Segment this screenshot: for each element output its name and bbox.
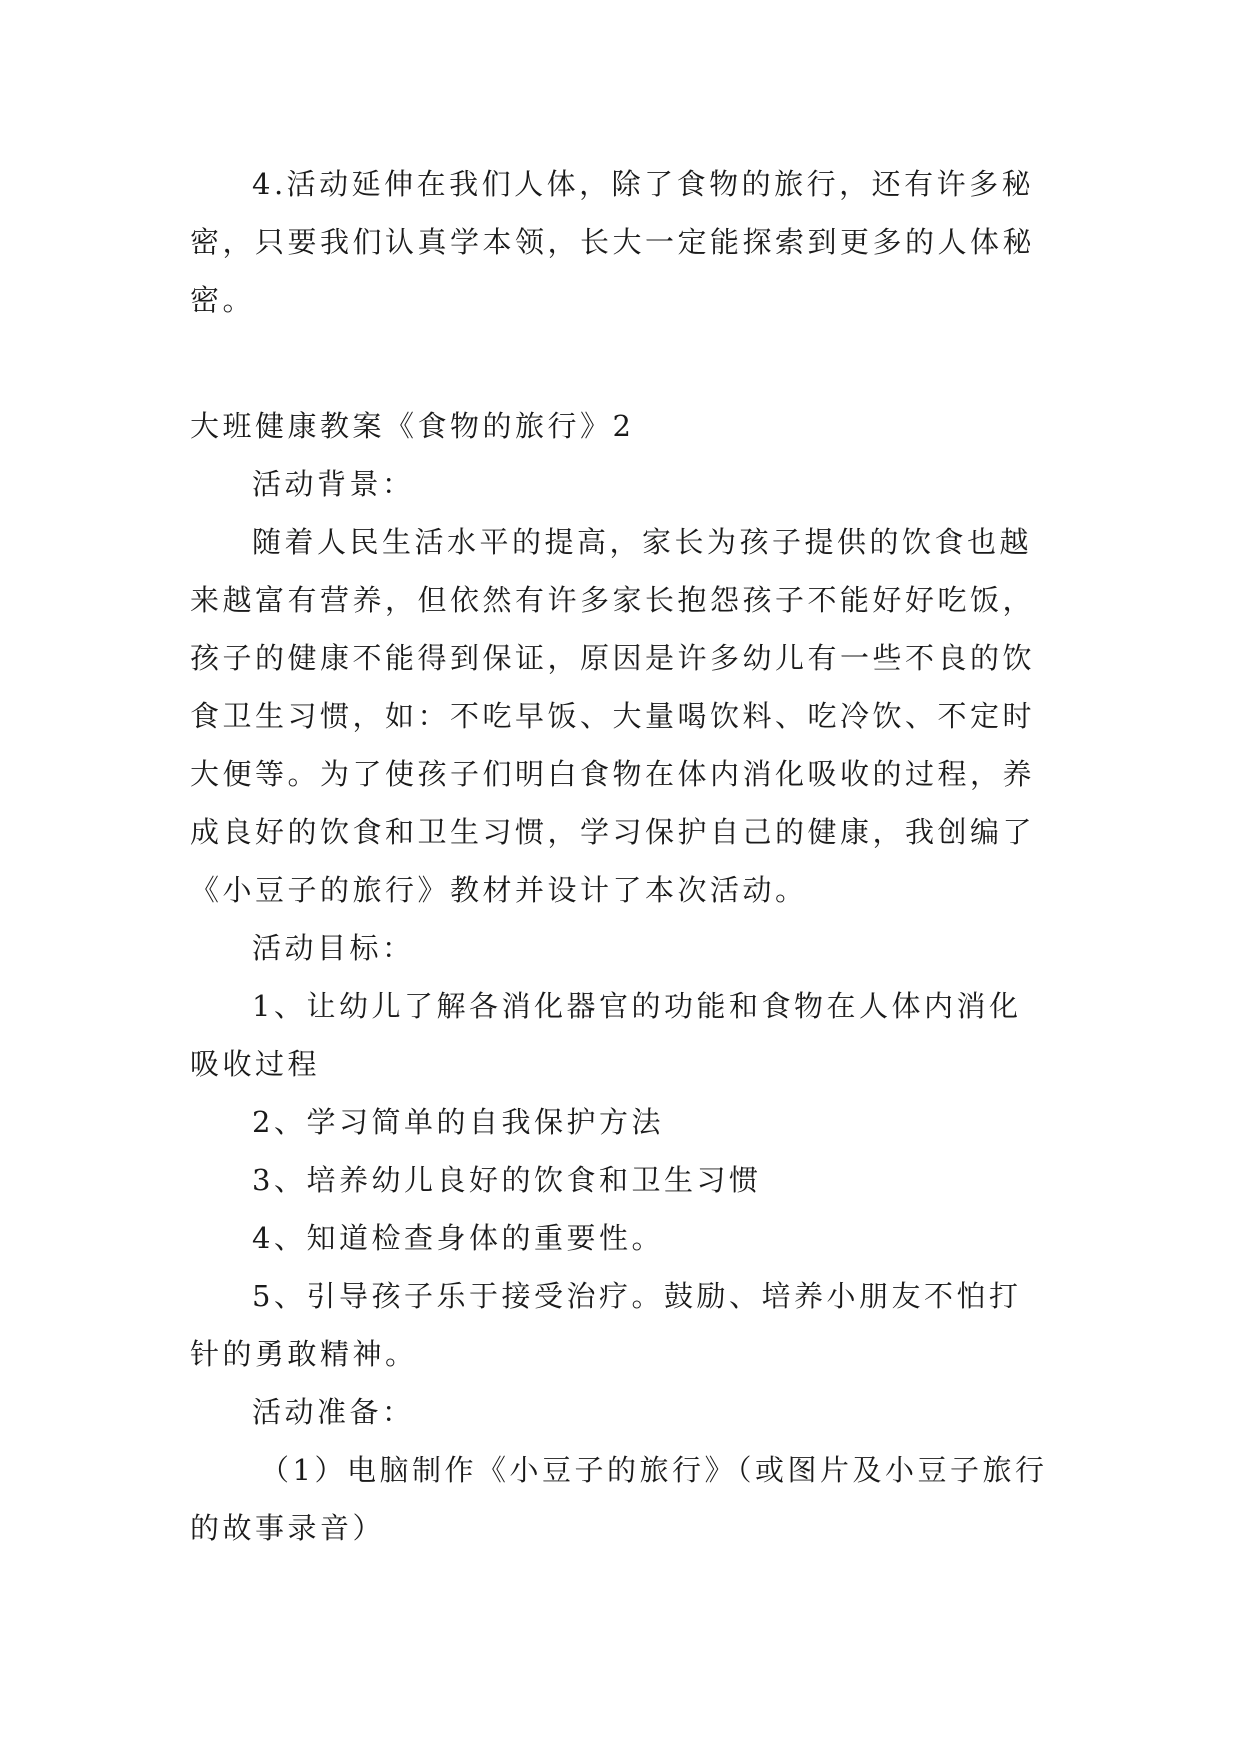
paragraph-line: 随着人民生活水平的提高，家长为孩子提供的饮食也越 — [252, 525, 1033, 559]
paragraph-line: 食卫生习惯，如：不吃早饭、大量喝饮料、吃冷饮、不定时 — [190, 699, 1036, 733]
preparation-item-line: （1）电脑制作《小豆子的旅行》（或图片及小豆子旅行 — [260, 1453, 1048, 1487]
paragraph-line: 密。 — [190, 283, 256, 317]
goal-item-line: 5、引导孩子乐于接受治疗。鼓励、培养小朋友不怕打 — [252, 1279, 1022, 1313]
continuation-paragraph — [190, 155, 1050, 329]
paragraph-line: 孩子的健康不能得到保证，原因是许多幼儿有一些不良的饮 — [190, 641, 1036, 675]
preparation-section — [190, 1383, 1050, 1557]
goals-heading: 活动目标： — [252, 931, 415, 965]
goal-item-line: 2、学习简单的自我保护方法 — [252, 1105, 664, 1139]
section-title: 大班健康教案《食物的旅行》2 — [190, 409, 635, 443]
paragraph-line: 密，只要我们认真学本领，长大一定能探索到更多的人体秘 — [190, 225, 1036, 259]
goals-section — [190, 919, 1050, 1383]
preparation-item-line: 的故事录音） — [190, 1511, 386, 1545]
goal-item-line: 3、培养幼儿良好的饮食和卫生习惯 — [252, 1163, 762, 1197]
goal-item-line: 4、知道检查身体的重要性。 — [252, 1221, 664, 1255]
goal-item-line: 吸收过程 — [190, 1047, 321, 1081]
goal-item-line: 1、让幼儿了解各消化器官的功能和食物在人体内消化 — [252, 989, 1022, 1023]
background-heading: 活动背景： — [252, 467, 415, 501]
paragraph-line: 大便等。为了使孩子们明白食物在体内消化吸收的过程，养 — [190, 757, 1036, 791]
paragraph-line: 成良好的饮食和卫生习惯，学习保护自己的健康，我创编了 — [190, 815, 1036, 849]
paragraph-line: 来越富有营养，但依然有许多家长抱怨孩子不能好好吃饭， — [190, 583, 1036, 617]
preparation-heading: 活动准备： — [252, 1395, 415, 1429]
goal-item-line: 针的勇敢精神。 — [190, 1337, 418, 1371]
paragraph-line: 《小豆子的旅行》教材并设计了本次活动。 — [190, 873, 808, 907]
section-title-block — [190, 397, 1050, 455]
background-section — [190, 455, 1050, 919]
paragraph-line: 4.活动延伸在我们人体，除了食物的旅行，还有许多秘 — [252, 167, 1035, 201]
